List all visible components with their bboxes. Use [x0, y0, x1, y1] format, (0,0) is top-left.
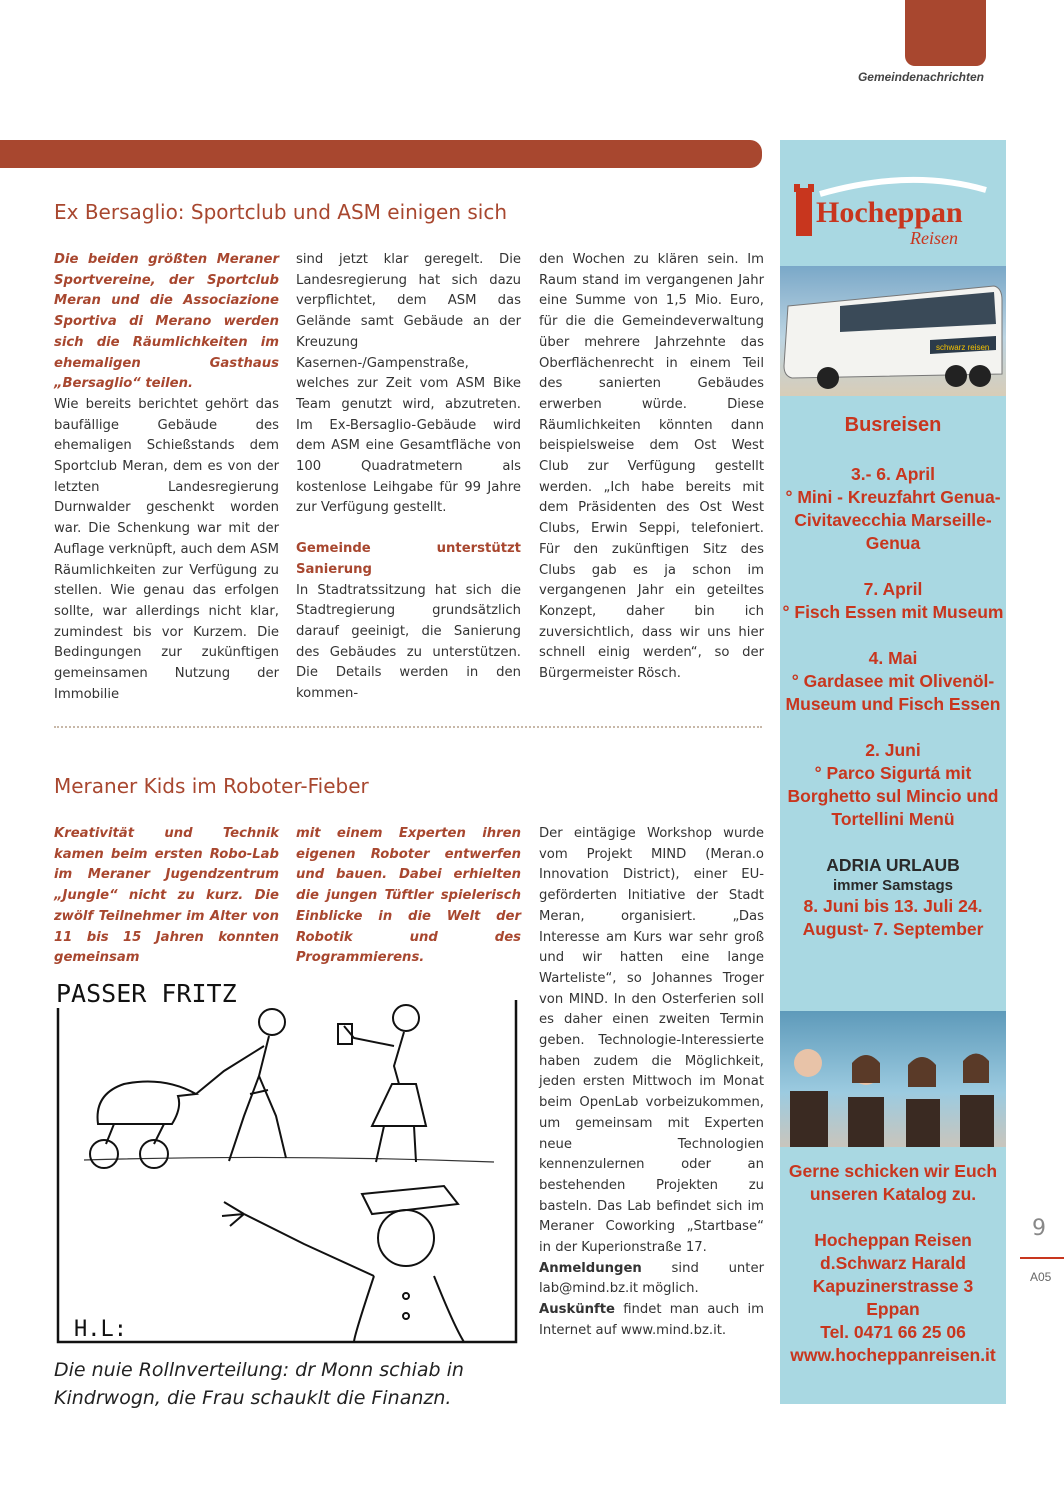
travel-advertisement — [780, 140, 1006, 1404]
woman-with-phone — [338, 1005, 426, 1162]
ad-owner: d.Schwarz Harald — [820, 1253, 966, 1273]
article1-lead: Die beiden größten Meraner Sportvereine, der Sportclub Meran und die Associazione Sportiva di Merano werden sich die Räumlichkeiten im ehemaligen Gasthaus „Bersaglio“ teilen. — [54, 252, 279, 392]
man-with-pram — [90, 1009, 286, 1168]
article1-col3-text: den Wochen zu klären sein. Im Raum stand im vergangenen Jahr eine Summe von 1,5 Mio. Euro, für die die Gemeindeverwaltung über mehrere Jahrzehnte das Oberflächenrecht in einem Teil des sanierten Gebäudes erwerben würde. Diese Räumlichkeiten könnten dann beispielsweise dem Ost West Club zur Verfügung gestellt werden. „Ich habe bereits mit dem Präsidenten des Ost West Clubs, Erwin Seppi, telefoniert. Für den zukünftigen Sitz des Clubs gab es ja schon im vergangenen Jahr ein geteiltes Konzept, daher bin ich zuversichtlich, dass wir uns hier schnell einig werden“, so der Bürgermeister Rösch. — [539, 252, 764, 682]
trip-1-date: 3.- 6. April — [851, 464, 935, 484]
team-photo — [780, 1011, 1006, 1147]
ad-heading: Busreisen — [844, 414, 942, 436]
ad-trip-list — [780, 410, 1006, 941]
article1-col2a-text: sind jetzt klar geregelt. Die Landesregierung hat sich dazu verpflichtet, dem ASM das Gelände samt Gebäude an der Kreuzung Kasernen-/Gampenstraße, welches zur Zeit vom ASM Bike Team genutzt wird, abzutreten. Im Ex-Bersaglio-Gebäude wird dem ASM eine Gesamtfläche von 100 Quadratmetern als kostenlose Leihgabe für 99 Jahre zur Verfügung gestellt. — [296, 252, 521, 516]
section-label: Gemeindenachrichten — [857, 70, 984, 84]
ad-website: www.hocheppanreisen.it — [790, 1345, 996, 1365]
article2-title: Meraner Kids im Roboter-Fieber — [54, 774, 369, 798]
article1-column-3 — [539, 250, 764, 685]
trip-2-date: 7. April — [863, 579, 923, 599]
logo-main: Hocheppan — [816, 196, 963, 229]
adria-subtitle: immer Samstags — [832, 877, 954, 894]
page-code: A05 — [1030, 1270, 1052, 1284]
trip-4-desc: ° Parco Sigurtá mit Borghetto sul Mincio und Tortellini Menü — [787, 763, 999, 829]
ad-catalog: Gerne schicken wir Euch unseren Katalog zu. — [788, 1161, 998, 1204]
info-label: Auskünfte — [539, 1302, 615, 1318]
article1-title: Ex Bersaglio: Sportclub und ASM einigen sich — [54, 200, 508, 224]
header-bar — [0, 140, 762, 168]
page-number: 9 — [1032, 1216, 1046, 1241]
article1-column-2 — [296, 250, 521, 705]
trip-2 — [780, 578, 1006, 624]
adria-dates: 8. Juni bis 13. Juli 24. August- 7. September — [802, 896, 984, 939]
cartoon-caption: Die nuie Rollnverteilung: dr Monn schiab in Kindrwogn, die Frau schauklt die Finanzn. — [54, 1359, 464, 1409]
officer-figure — [222, 1186, 464, 1342]
cartoon-title: PASSER FRITZ — [56, 979, 237, 1008]
page-tab — [905, 0, 986, 66]
bus-photo — [780, 266, 1006, 396]
trip-4-date: 2. Juni — [865, 740, 921, 760]
trip-4 — [780, 739, 1006, 831]
article1-col1-text: Wie bereits berichtet gehört das baufällige Gebäude des ehemaligen Schießstands dem Sportclub Meran, dem es von der letzten Landesregierung Durnwalder geschenkt worden war. Die Schenkung war mit der Auflage verknüpft, auch dem ASM Räumlichkeiten zur Verfügung zu stellen. Wie genau das erfolgen sollte, war allerdings nicht klar, zumindest bis vor Kurzem. Die Bedingungen zur zukünftigen gemeinsamen Nutzung der Immobilie — [54, 396, 280, 702]
article2-lead-2: mit einem Experten ihren eigenen Roboter entwerfen und bauen. Dabei erhielten die jungen Tüftler spielerisch Einblicke in die Welt der Robotik und des Programmierens. — [296, 826, 521, 966]
trip-3-desc: ° Gardasee mit Olivenöl- Museum und Fisch Essen — [785, 671, 1001, 714]
article1-col2b-text: In Stadtratssitzung hat sich die Stadtregierung grundsätzlich darauf geeinigt, die Sanierung des Gebäudes zu unterstützen. Die Details werden in den kommen- — [296, 582, 521, 702]
ad-contact — [780, 1160, 1006, 1367]
ad-street: Kapuzinerstrasse 3 — [812, 1276, 974, 1296]
info-text: findet man auch im Internet auf www.mind.bz.it. — [539, 1302, 764, 1338]
ad-phone: Tel. 0471 66 25 06 — [820, 1322, 966, 1342]
logo-sub: Reisen — [910, 228, 958, 248]
article2-column-3 — [539, 824, 764, 1342]
trip-1-desc: ° Mini - Kreuzfahrt Genua-Civitavecchia Marseille- Genua — [785, 487, 1001, 553]
article2-col3-text: Der eintägige Workshop wurde vom Projekt MIND (Meran.o Innovation District), einer EU-geförderten Initiative der Stadt Meran, organisiert. „Das Interesse am Kurs war sehr groß und wir hatten eine lange Warteliste“, so Johannes Troger von MIND. In den Osterferien soll es daher einen zweiten Termin geben. Technologie-Interessierte haben zudem die Möglichkeit, jeden ersten Mittwoch im Monat beim OpenLab vorbeizukommen, um gemeinsam mit Experten neue Technologien kennenzulernen oder an bestehenden Projekten zu basteln. Das Lab befindet sich im Meraner Coworking „Startbase“ in der Kuperionstraße 17. — [539, 826, 764, 1256]
trip-3 — [780, 647, 1006, 716]
cartoon-drawing — [54, 976, 524, 1348]
adria-title: ADRIA URLAUB — [826, 855, 960, 875]
section-divider — [54, 726, 762, 728]
ad-town: Eppan — [866, 1299, 920, 1319]
article1-subhead: Gemeinde unterstützt Sanierung — [296, 541, 521, 577]
trip-3-date: 4. Mai — [868, 648, 918, 668]
registration-label: Anmeldungen — [539, 1260, 642, 1276]
trip-2-desc: ° Fisch Essen mit Museum — [782, 602, 1004, 622]
hocheppan-logo — [790, 160, 996, 250]
cartoon-signature: H.L: — [74, 1317, 127, 1342]
bus-label: schwarz reisen — [936, 343, 990, 352]
ad-company: Hocheppan Reisen — [814, 1230, 972, 1250]
article1-column-1 — [54, 250, 279, 705]
trip-1 — [780, 463, 1006, 555]
page-number-rule — [1020, 1257, 1064, 1259]
article2-lead-1: Kreativität und Technik kamen beim ersten Robo-Lab im Meraner Jugendzentrum „Jungle“ nicht zu kurz. Die zwölf Teilnehmer im Alter von 11 bis 15 Jahren konnten gemeinsam — [54, 826, 279, 966]
registration-text: sind unter lab@mind.bz.it möglich. — [539, 1260, 764, 1297]
